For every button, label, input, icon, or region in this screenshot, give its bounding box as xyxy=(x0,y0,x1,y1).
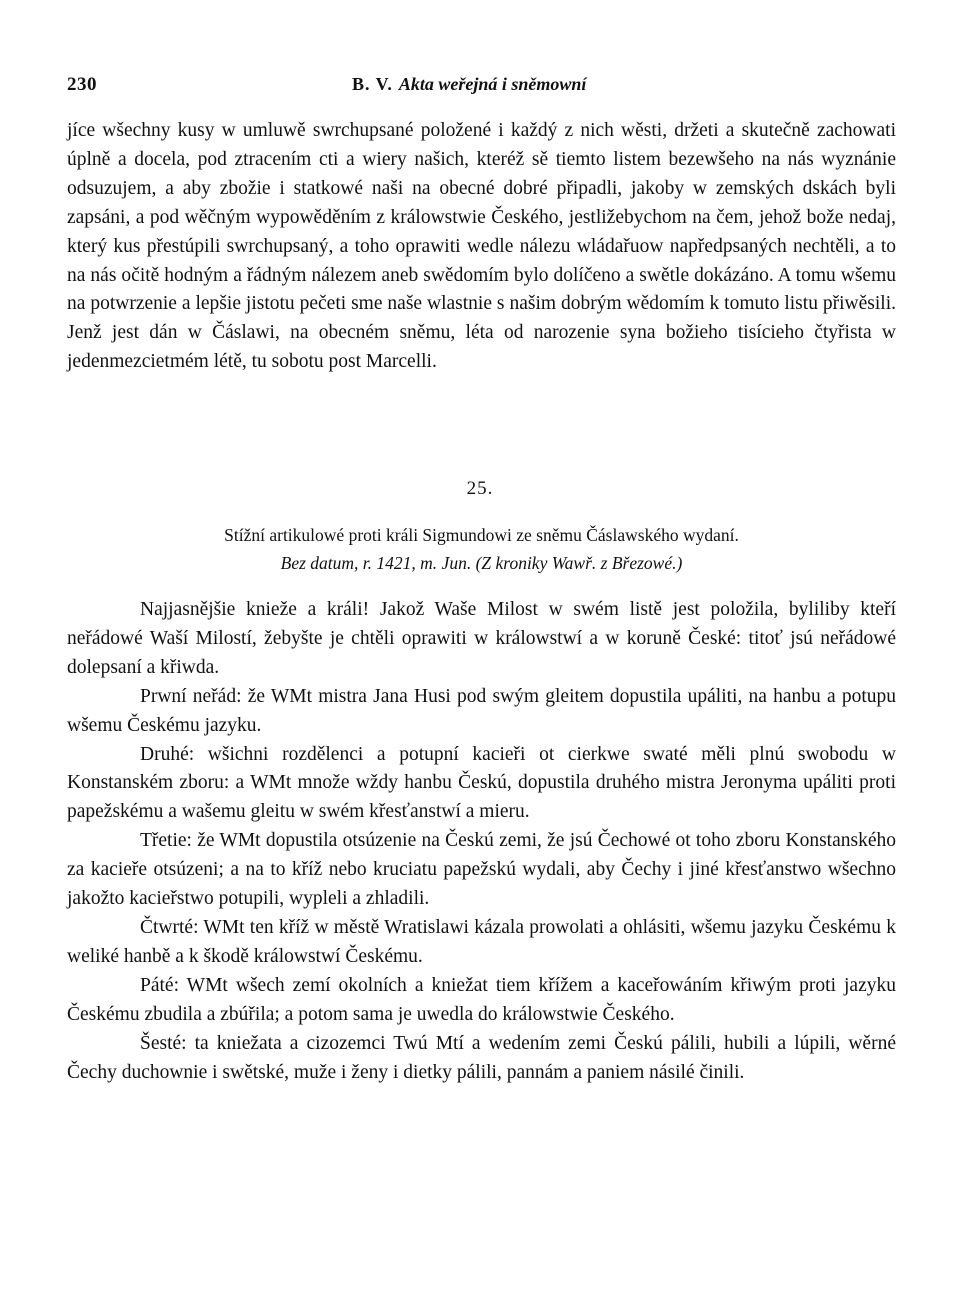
document-body xyxy=(67,596,896,1087)
paragraph: Páté: WMt wšech zemí okolních a kniežat tiem křížem a kaceřowáním křiwým proti jazyku Českému zbudila a zbúřila; a potom sama je uwedla do králowstwie Českého. xyxy=(67,974,896,1025)
paragraph: Třetie: že WMt dopustila otsúzenie na Českú zemi, že jsú Čechowé ot toho zboru Konstanského za kacieře otsúzeni; a na to kříž nebo kruciatu papežskú wydali, aby Čechy i jiné křesťanstwo wšechno jakožto kacieřstwo potupili, wypleli a zhladili. xyxy=(67,830,896,910)
running-head-title: Akta weřejná i sněmowní xyxy=(398,74,587,94)
document-date-line: Bez datum, r. 1421, m. Jun. (Z kroniky Wawř. z Březowé.) xyxy=(280,553,683,573)
continuation-block xyxy=(67,117,896,377)
running-head xyxy=(352,74,586,95)
paragraph: Najjasnějšie knieže a králi! Jakož Waše Milost w swém listě jest položila, byliliby kteří neřádowé Waší Milostí, žebyšte je chtěli oprawiti w králowstwí a w koruně České: titoť jsú neřádowé dolepsaní a křiwda. xyxy=(67,599,896,678)
paragraph: Šesté: ta kniežata a cizozemci Twú Mtí a wedením zemi Českú pálili, hubili a lúpili, wěrné Čechy duchownie i swětské, muže i ženy i dietky pálili, pannám a paniem násilé činili. xyxy=(67,1032,896,1083)
page-number: 230 xyxy=(67,74,97,95)
running-head-section: B. V. xyxy=(352,74,393,94)
paragraph: Druhé: wšichni rozdělenci a potupní kacieři ot cierkwe swaté měli plnú swobodu w Konstanském zboru: a WMt množe wždy hanbu Českú, dopustila druhého mistra Jeronyma upáliti proti papežskému a wašemu gleitu w swém křesťanstwí a mieru. xyxy=(67,743,896,823)
document-title: Stížní artikulowé proti králi Sigmundowi ze sněmu Čáslawského wydaní. xyxy=(224,525,739,545)
continuation-paragraph: jíce wšechny kusy w umluwě swrchupsané položené i každý z nich wěsti, držeti a skutečně zachowati úplně a docela, pod ztracením cti a wiery našich, kteréž sě tiemto listem bezewšeho na nás wyznánie odsuzujem, a aby zbožie i statkowé naši na obecné dobré připadli, jakoby w zemských dskách byli zapsáni, a pod wěčným wypowěděním z králowstwie Českého, jestližebychom na čem, jehož bože nedaj, který kus přestúpili swrchupsaný, a toho oprawiti wedle nálezu wládařuow napředpsaných nechtěli, a to na nás očitě hodným a řádným nálezem aneb swědomím bylo dolíčeno a swětle dokázáno. A tomu wšemu na potwrzenie a lepšie jistotu pečeti sme naše wlastnie s našim dobrým wědomím k tomuto listu přiwěsili. Jenž jest dán w Čáslawi, na obecném sněmu, léta od narozenie syna božieho tisícieho čtyřista w jedenmezcietmém létě, tu sobotu post Marcelli. xyxy=(67,120,896,373)
paragraph: Čtwrté: WMt ten kříž w městě Wratislawi kázala prowolati a ohlásiti, wšemu jazyku Českému k weliké hanbě a k škodě králowstwí Českému. xyxy=(67,916,896,967)
paragraph: Prwní neřád: že WMt mistra Jana Husi pod swým gleitem dopustila upáliti, na hanbu a potupu wšemu Českému jazyku. xyxy=(67,685,896,736)
document-number: 25. xyxy=(466,478,494,499)
page-header xyxy=(67,74,896,100)
